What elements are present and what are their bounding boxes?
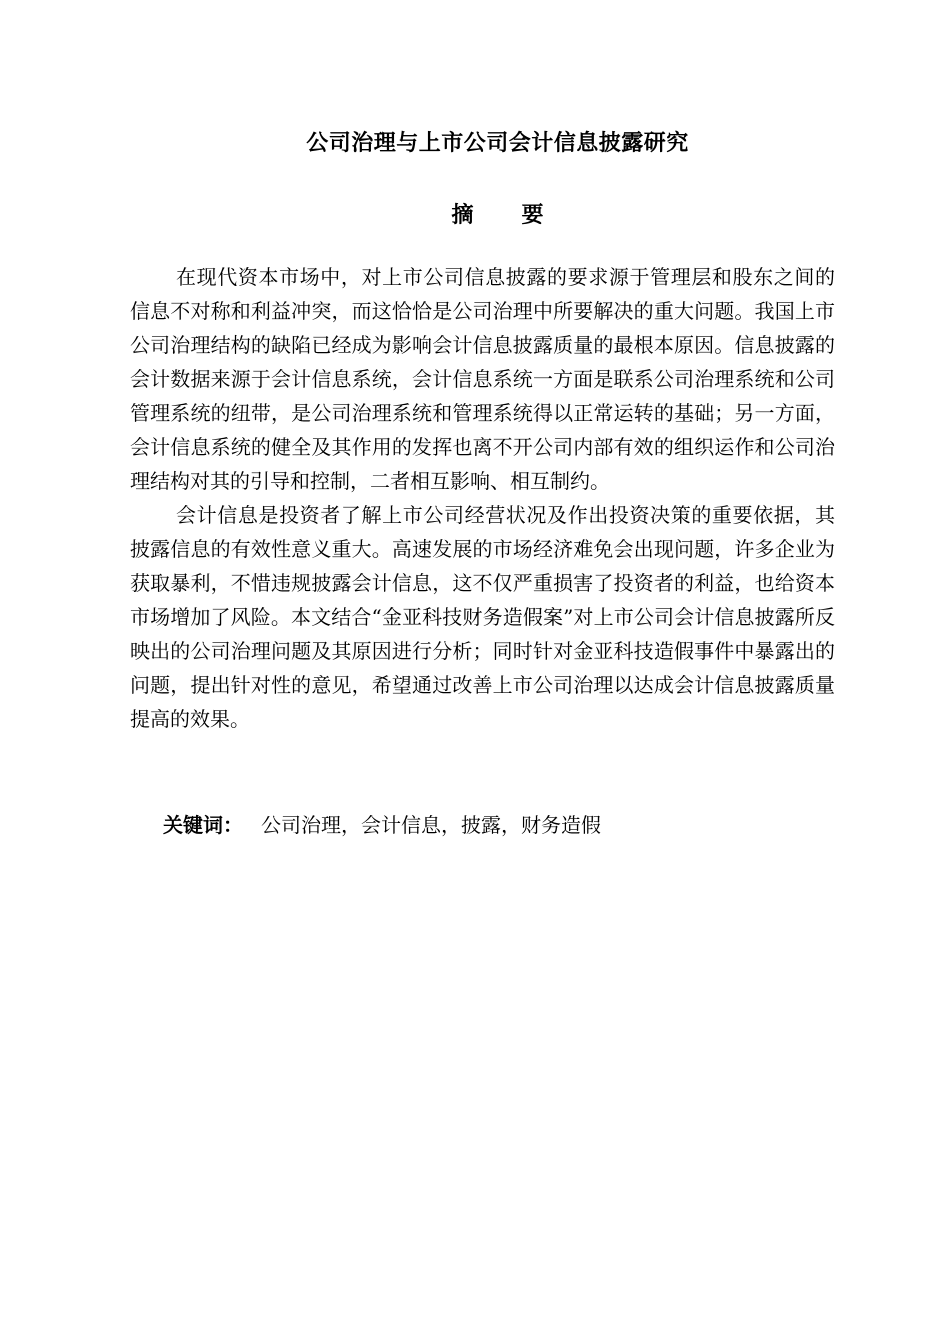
keywords-label: 关键词：: [163, 813, 243, 837]
abstract-paragraph-1: 在现代资本市场中，对上市公司信息披露的要求源于管理层和股东之间的信息不对称和利益冲突，而这恰恰是公司治理中所要解决的重大问题。我国上市公司治理结构的缺陷已经成为影响会计信息披露质量的最根本原因。信息披露的会计数据来源于会计信息系统，会计信息系统一方面是联系公司治理系统和公司管理系统的纽带，是公司治理系统和管理系统得以正常运转的基础；另一方面，会计信息系统的健全及其作用的发挥也离不开公司内部有效的组织运作和公司治理结构对其的引导和控制，二者相互影响、相互制约。: [130, 265, 835, 493]
keywords-line: [163, 808, 803, 842]
abstract-paragraph-2: 会计信息是投资者了解上市公司经营状况及作出投资决策的重要依据，其披露信息的有效性意义重大。高速发展的市场经济难免会出现问题，许多企业为获取暴利，不惜违规披露会计信息，这不仅严重损害了投资者的利益，也给资本市场增加了风险。本文结合“金亚科技财务造假案”对上市公司会计信息披露所反映出的公司治理问题及其原因进行分析；同时针对金亚科技造假事件中暴露出的问题，提出针对性的意见，希望通过改善上市公司治理以达成会计信息披露质量提高的效果。: [130, 503, 835, 731]
keywords-value: 公司治理，会计信息，披露，财务造假: [261, 813, 601, 837]
abstract-body: [130, 260, 835, 736]
abstract-heading: 摘要: [451, 203, 592, 228]
document-title: 公司治理与上市公司会计信息披露研究: [306, 131, 689, 156]
